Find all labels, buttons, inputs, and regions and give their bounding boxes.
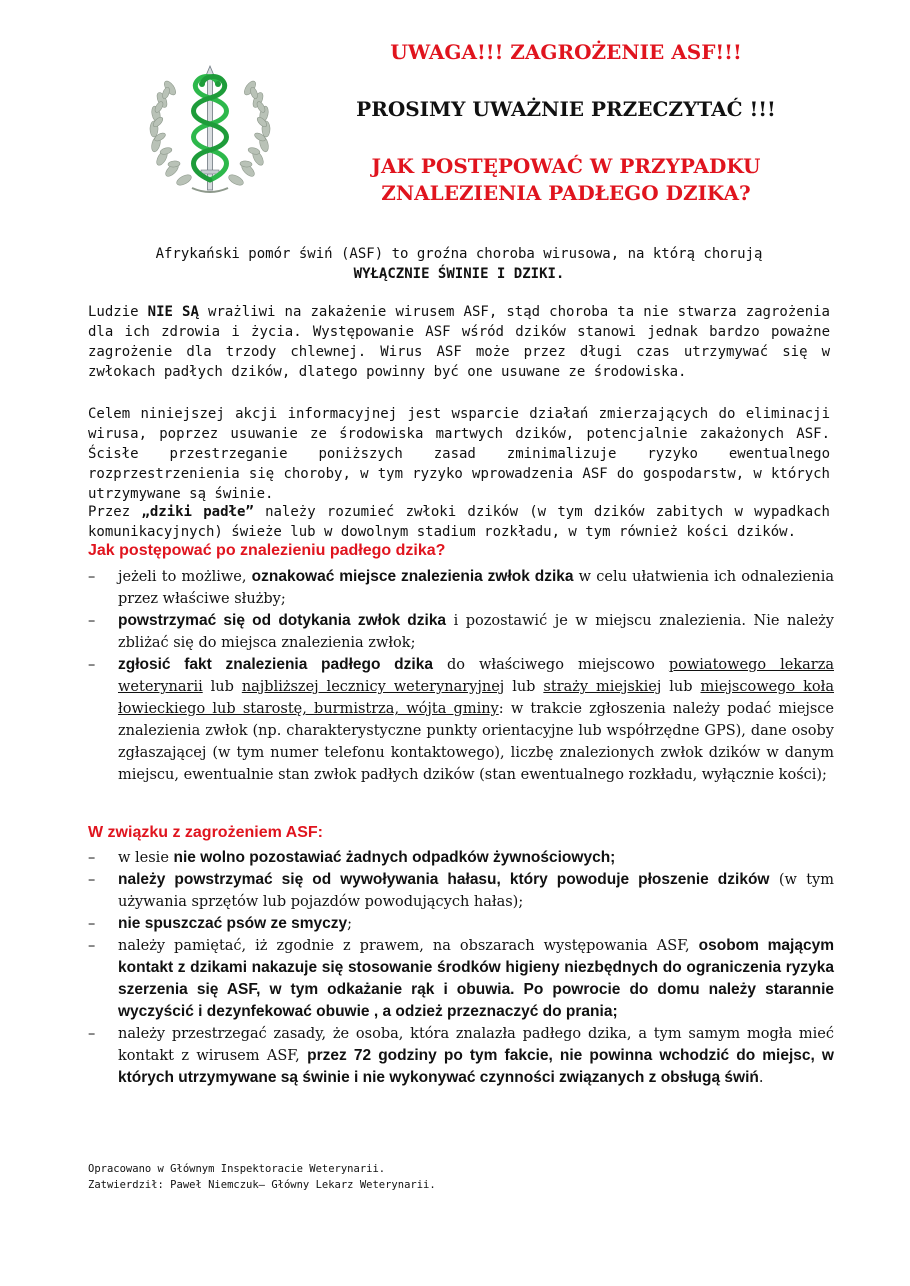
dash-bullet: – xyxy=(88,613,96,629)
intro-line-2: WYŁĄCZNIE ŚWINIE I DZIKI. xyxy=(353,266,565,282)
section-heading-asf-threat: W związku z zagrożeniem ASF: xyxy=(88,824,323,841)
item-text: ; xyxy=(347,916,353,932)
list-item xyxy=(88,1023,834,1089)
underlined-contact: powiatowego lekarza weterynarii xyxy=(118,657,834,695)
paragraph-definition xyxy=(88,502,830,542)
item-bold: nie wolno pozostawiać żadnych odpadków żywnościowych; xyxy=(173,849,616,866)
paragraph-humans xyxy=(88,302,830,382)
p1-text-a: Ludzie xyxy=(88,304,148,320)
veterinary-caduceus-wreath-icon xyxy=(140,60,280,200)
item-bold: należy powstrzymać się od wywoływania hałasu, który powoduje płoszenie dzików xyxy=(118,871,770,888)
dash-bullet: – xyxy=(88,1026,96,1042)
item-text: należy przestrzegać zasady, że osoba, która znalazła padłego dzika, a tym samym mogła mieć kontakt z wirusem ASF, xyxy=(118,1026,834,1064)
item-text: lub xyxy=(504,679,544,695)
item-bold: przez 72 godziny po tym fakcie, nie powinna wchodzić do miejsc, w których utrzymywane są świnie i nie wykonywać czynności związanych z obsługą świń xyxy=(118,1047,834,1086)
p1-bold: NIE SĄ xyxy=(147,304,199,320)
warning-title: UWAGA!!! ZAGROŻENIE ASF!!! xyxy=(390,40,742,64)
list-item xyxy=(88,913,834,935)
footer-credits xyxy=(88,1161,688,1193)
item-text: w celu ułatwienia ich odnalezienia przez właściwe służby; xyxy=(118,569,834,607)
intro-paragraph xyxy=(88,244,830,284)
item-bold: osobom mającym kontakt z dzikami nakazuje się stosowanie środków higieny niezbędnych do ograniczenia ryzyka szerzenia się ASF, w tym odkażanie rąk i obuwia. Po powrocie do domu należy starannie wyczyścić i dezynfekować obuwie , a odzież przeznaczyć do prania; xyxy=(118,937,834,1020)
dash-bullet: – xyxy=(88,850,96,866)
item-text: w lesie xyxy=(118,850,174,866)
item-text: (w tym używania sprzętów lub pojazdów powodujących hałas); xyxy=(118,872,834,910)
underlined-contact: najbliższej lecznicy weterynaryjnej xyxy=(241,679,505,695)
item-bold: zgłosić fakt znalezienia padłego dzika xyxy=(118,656,433,673)
main-question-line-2: ZNALEZIENIA PADŁEGO DZIKA? xyxy=(381,181,751,205)
dash-bullet: – xyxy=(88,872,96,888)
list-item xyxy=(88,847,834,869)
p3-text-c: należy rozumieć zwłoki dzików (w tym dzików zabitych w wypadkach komunikacyjnych) świeże lub w dowolnym stadium rozkładu, w tym również kości dzików. xyxy=(88,504,830,540)
dash-bullet: – xyxy=(88,916,96,932)
underlined-contact: straży miejskiej xyxy=(543,679,662,695)
underlined-contact: miejscowego koła łowieckiego lub starostę, burmistrza, wójta gminy xyxy=(118,679,835,717)
p1-text-c: wrażliwi na zakażenie wirusem ASF, stąd choroba ta nie stwarza zagrożenia dla ich zdrowia i życia. Występowanie ASF wśród dzików stanowi jednak bardzo poważne zagrożenie dla trzody chlewnej. Wirus ASF może przez długi czas utrzymywać się w zwłokach padłych dzików, dlatego powinny być one usuwane ze środowiska. xyxy=(88,304,830,380)
footer-line-approved: Zatwierdził: Paweł Niemczuk– Główny Lekarz Weterynarii. xyxy=(88,1179,436,1191)
p3-bold: „dziki padłe” xyxy=(141,504,254,520)
paragraph-purpose: Celem niniejszej akcji informacyjnej jest wsparcie działań zmierzających do eliminacji wirusa, poprzez usuwanie ze środowiska martwych dzików, potencjalnie zakażonych ASF. Ścisłe przestrzeganie poniższych zasad zminimalizuje ryzyko ewentualnego rozprzestrzenienia się choroby, w tym ryzyko wprowadzenia ASF do gospodarstw, w których utrzymywane są świnie. xyxy=(88,406,830,502)
item-bold: nie spuszczać psów ze smyczy xyxy=(118,915,348,932)
list-item xyxy=(88,566,834,610)
what-to-do-list xyxy=(88,566,834,786)
list-item xyxy=(88,935,834,1023)
p3-text-a: Przez xyxy=(88,504,142,520)
list-item xyxy=(88,610,834,654)
main-question-line-1: JAK POSTĘPOWAĆ W PRZYPADKU xyxy=(371,154,761,178)
list-item xyxy=(88,654,834,786)
main-question-title xyxy=(296,153,836,207)
item-text: : w trakcie zgłoszenia należy podać miejsce znalezienia zwłok (np. charakterystyczne punkty orientacyjne lub współrzędne GPS), dane osoby zgłaszającej (w tym numer telefonu kontaktowego), liczbę znalezionych zwłok dzików w danym miejscu, ewentualnie stan zwłok padłych dzików (stan ewentualnego rozkładu, wyłącznie kości); xyxy=(118,701,834,783)
item-text: jeżeli to możliwe, xyxy=(118,569,252,585)
item-text: i pozostawić je w miejscu znalezienia. Nie należy zbliżać się do miejsca znalezienia zwłok; xyxy=(118,613,834,651)
item-text: lub xyxy=(661,679,701,695)
item-text: . xyxy=(758,1070,764,1086)
list-item xyxy=(88,869,834,913)
dash-bullet: – xyxy=(88,657,96,673)
item-text: lub xyxy=(202,679,242,695)
item-bold: oznakować miejsce znalezienia zwłok dzika xyxy=(251,568,574,585)
section-heading-what-to-do: Jak postępować po znalezieniu padłego dzika? xyxy=(88,542,446,559)
item-text: należy pamiętać, iż zgodnie z prawem, na obszarach występowania ASF, xyxy=(118,938,699,954)
footer-line-prepared: Opracowano w Głównym Inspektoracie Weterynarii. xyxy=(88,1163,386,1175)
item-text: do właściwego miejscowo xyxy=(432,657,669,673)
intro-line-1: Afrykański pomór świń (ASF) to groźna choroba wirusowa, na którą chorują xyxy=(155,246,763,262)
please-read-title: PROSIMY UWAŻNIE PRZECZYTAĆ !!! xyxy=(356,97,776,121)
dash-bullet: – xyxy=(88,569,96,585)
dash-bullet: – xyxy=(88,938,96,954)
asf-rules-list xyxy=(88,847,834,1089)
item-bold: powstrzymać się od dotykania zwłok dzika xyxy=(118,612,447,629)
